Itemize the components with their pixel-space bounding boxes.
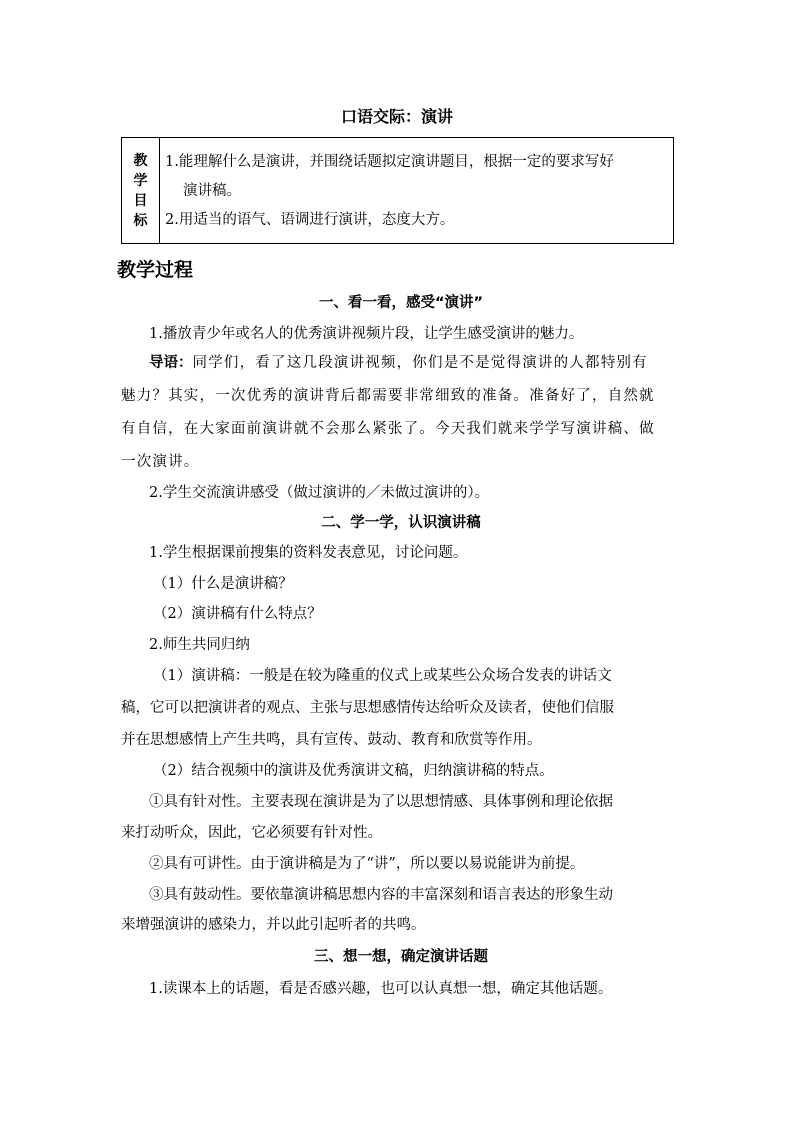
goals-label-char: 目 <box>133 192 148 209</box>
paragraph: （1）演讲稿：一般是在较为隆重的仪式上或某些公众场合发表的讲话文 <box>153 668 612 684</box>
page-title: 口语交际：演讲 <box>340 107 453 126</box>
paragraph: 2.师生共同归纳 <box>149 637 250 653</box>
paragraph: （2）结合视频中的演讲及优秀演讲文稿，归纳演讲稿的特点。 <box>153 763 554 779</box>
paragraph: 1.读课本上的话题，看是否感兴趣，也可以认真想一想，确定其他话题。 <box>149 981 613 997</box>
goal-item-2: 2.用适当的语气、语调进行演讲，态度大方。 <box>165 212 455 228</box>
goal-item-1: 1.能理解什么是演讲，并围绕话题拟定演讲题目，根据一定的要求写好 <box>165 154 614 170</box>
paragraph: 来打动听众，因此，它必须要有针对性。 <box>121 825 382 841</box>
goals-label-char: 学 <box>133 172 148 189</box>
question: （1）什么是演讲稿？ <box>153 576 293 592</box>
question: （2）演讲稿有什么特点？ <box>153 606 322 622</box>
paragraph: 1.学生根据课前搜集的资料发表意见，讨论问题。 <box>149 545 468 561</box>
paragraph: 并在思想感情上产生共鸣，具有宣传、鼓动、教育和欣赏等作用。 <box>121 732 542 748</box>
paragraph: ③具有鼓动性。要依靠演讲稿思想内容的丰富深刻和语言表达的形象生动 <box>149 887 613 903</box>
lead-in-text: 同学们，看了这几段演讲视频，你们是不是觉得演讲的人都特别有 <box>192 355 648 371</box>
teaching-goals-table <box>121 137 674 244</box>
lead-in-text: 魅力？其实，一次优秀的演讲背后都需要非常细致的准备。准备好了，自然就 <box>121 388 655 404</box>
section-3-heading: 三、想一想，确定演讲话题 <box>314 949 488 965</box>
goals-content-cell <box>160 138 673 243</box>
goals-label-char: 标 <box>133 212 148 229</box>
goals-label-char: 教 <box>133 152 148 169</box>
lead-in-label: 导语： <box>149 355 193 371</box>
section-2-heading: 二、学一学，认识演讲稿 <box>321 515 481 531</box>
paragraph: 稿，它可以把演讲者的观点、主张与思想感情传达给听众及读者，使他们信服 <box>121 700 614 716</box>
paragraph: 1.播放青少年或名人的优秀演讲视频片段，让学生感受演讲的魅力。 <box>149 326 584 342</box>
lead-in-line <box>121 352 681 374</box>
section-1-heading: 一、看一看，感受“演讲” <box>318 295 484 311</box>
paragraph: 来增强演讲的感染力，并以此引起听者的共鸣。 <box>121 917 426 933</box>
paragraph: ②具有可讲性。由于演讲稿是为了“讲”，所以要以易说能讲为前提。 <box>149 856 585 872</box>
process-heading: 教学过程 <box>117 259 194 281</box>
lead-in-text: 一次演讲。 <box>121 454 200 470</box>
goal-item-1-continued: 演讲稿。 <box>183 183 241 199</box>
paragraph: 2.学生交流演讲感受（做过演讲的／未做过演讲的）。 <box>149 485 490 501</box>
goals-label-cell <box>122 138 160 243</box>
paragraph: ①具有针对性。主要表现在演讲是为了以思想情感、具体事例和理论依据 <box>149 794 613 810</box>
lead-in-text: 有自信，在大家面前演讲就不会那么紧张了。今天我们就来学学写演讲稿、做 <box>121 421 655 437</box>
